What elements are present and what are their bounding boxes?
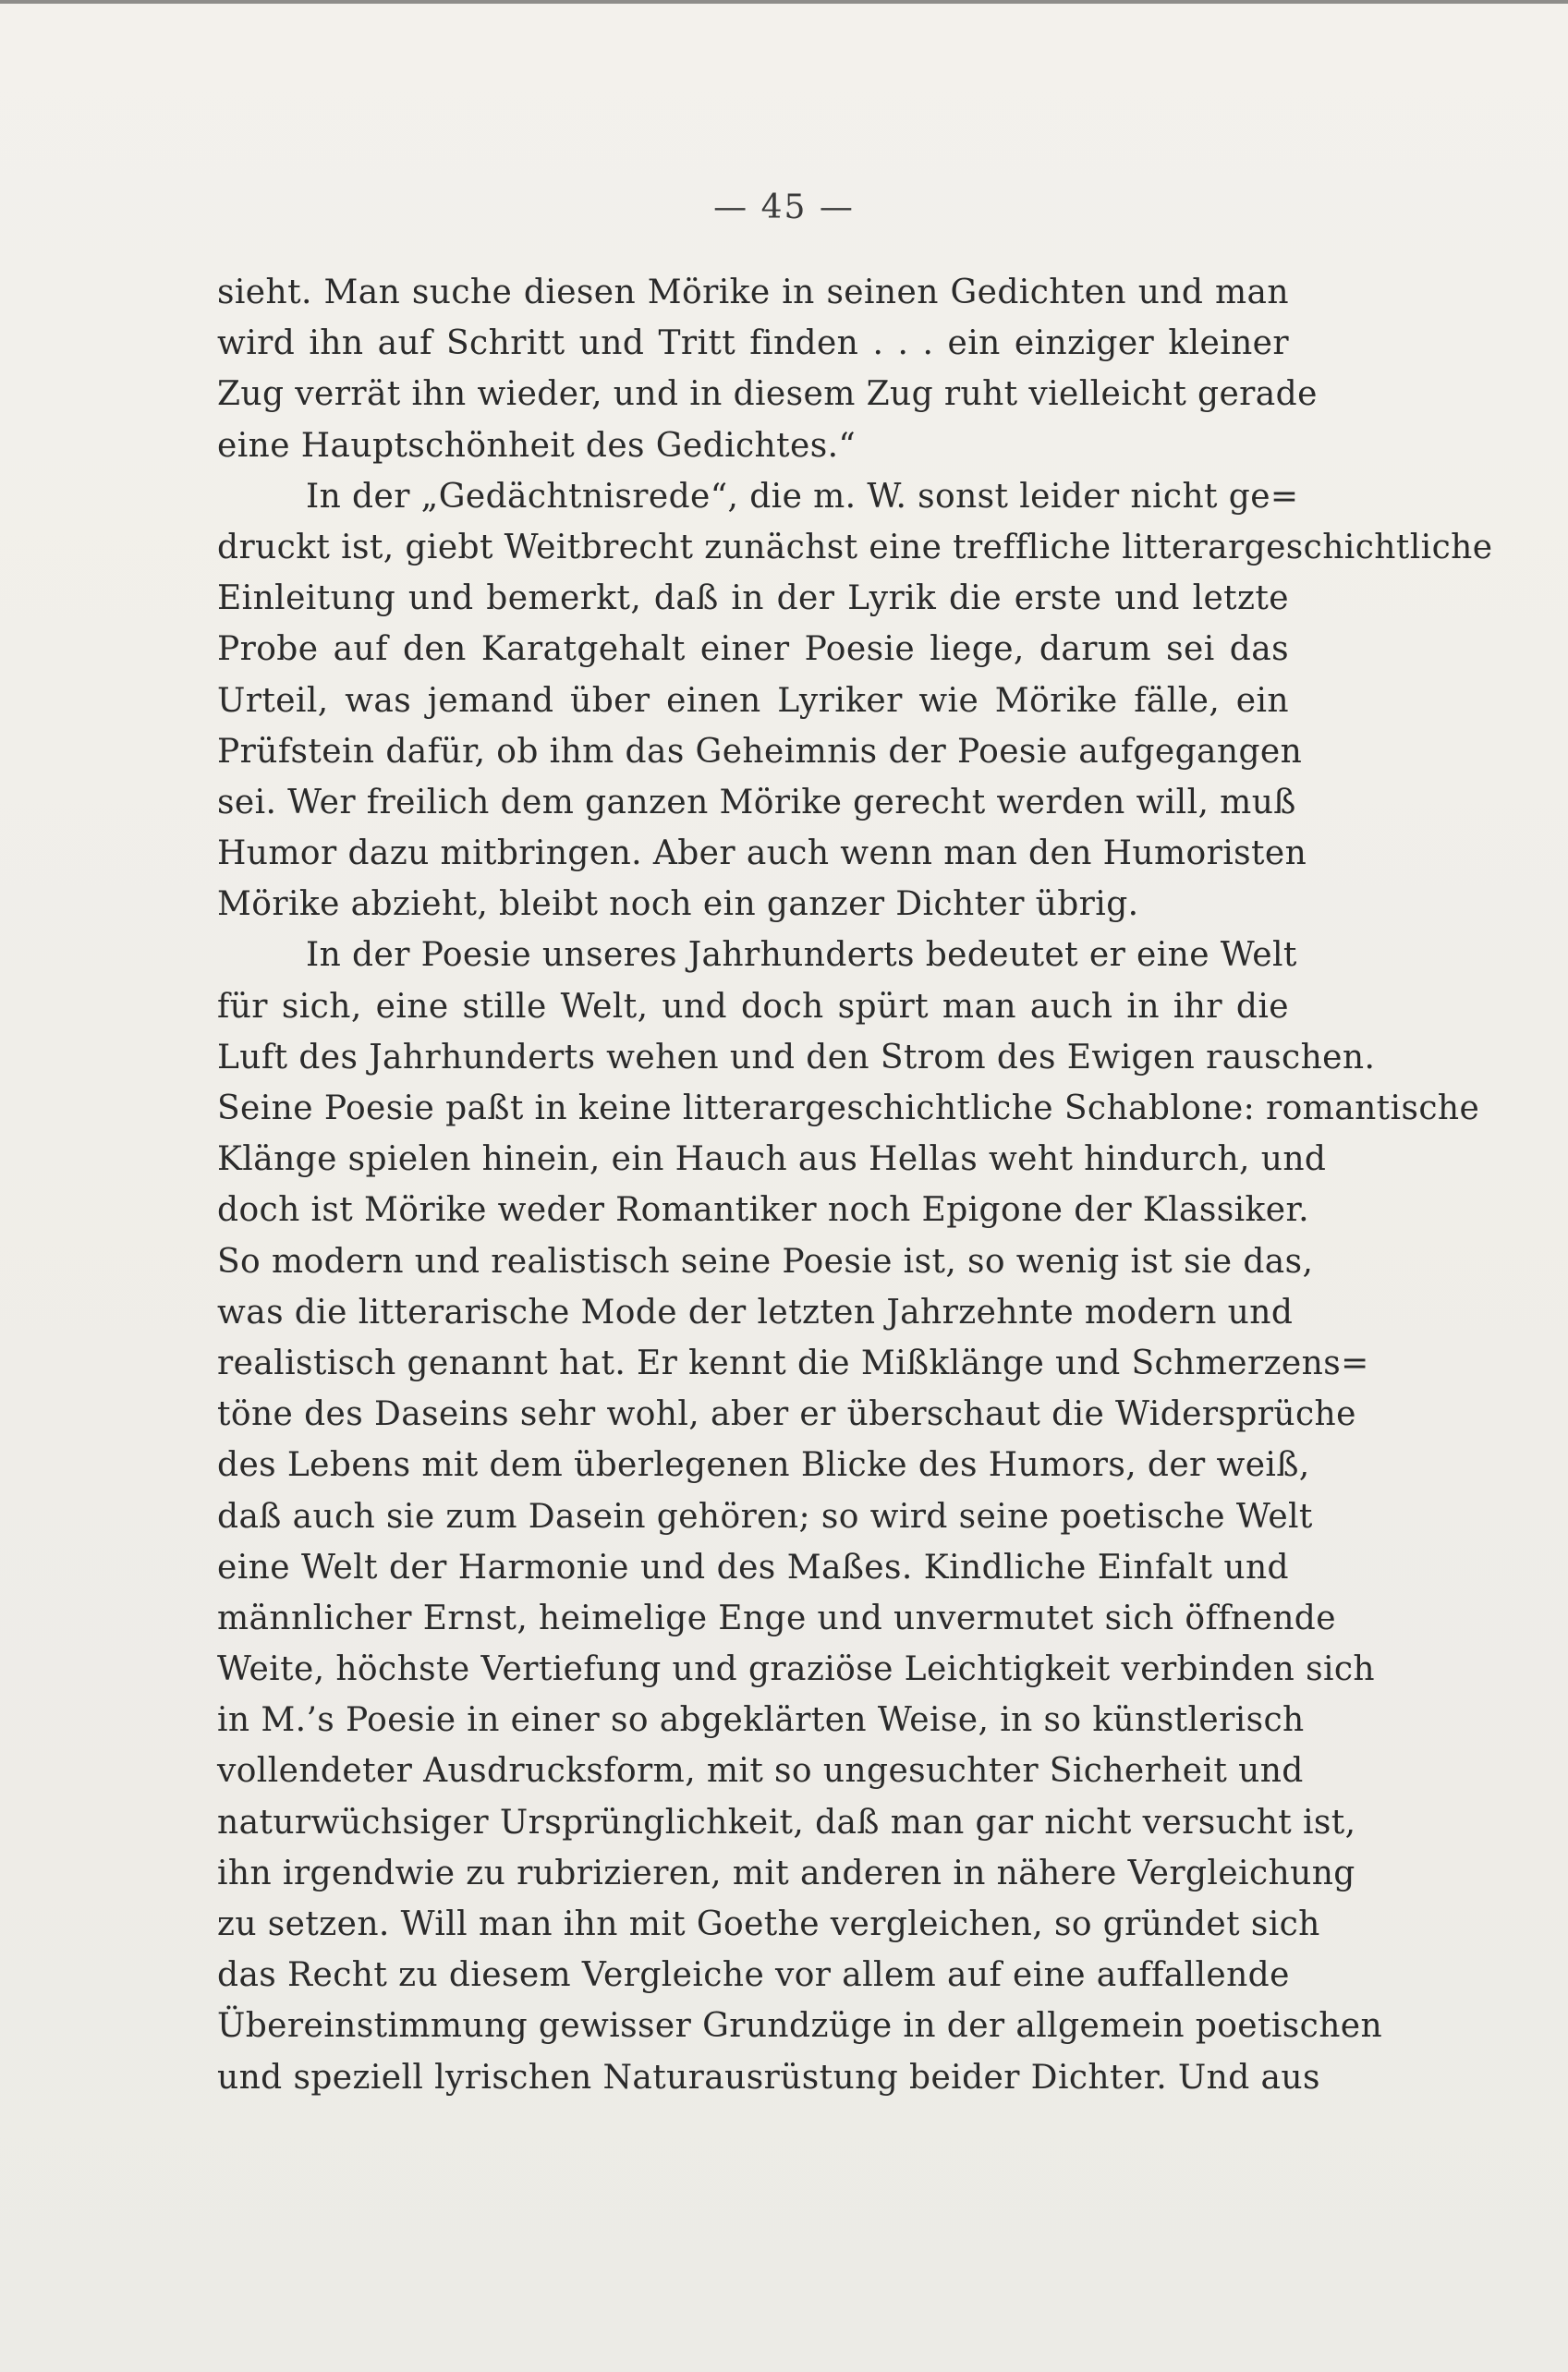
text-line: eine Welt der Harmonie und des Maßes. Kindliche Einfalt und [217, 1548, 1289, 1587]
text-line: ihn irgendwie zu rubrizieren, mit anderen in nähere Vergleichung [217, 1854, 1355, 1892]
text-line: und speziell lyrischen Naturausrüstung beider Dichter. Und aus [217, 2058, 1320, 2097]
text-line: vollendeter Ausdrucksform, mit so ungesuchter Sicherheit und [217, 1752, 1304, 1791]
text-line: Einleitung und bemerkt, daß in der Lyrik die erste und letzte [217, 579, 1289, 618]
text-line: sei. Wer freilich dem ganzen Mörike gerecht werden will, muß [217, 783, 1296, 821]
text-line: Probe auf den Karatgehalt einer Poesie liege, darum sei das [217, 630, 1289, 669]
text-line: in M.’s Poesie in einer so abgeklärten Weise, in so künstlerisch [217, 1701, 1305, 1740]
text-line: In der Poesie unseres Jahrhunderts bedeutet er eine Welt [306, 936, 1297, 975]
text-line: töne des Daseins sehr wohl, aber er überschaut die Widersprüche [217, 1395, 1356, 1434]
text-line: daß auch sie zum Dasein gehören; so wird seine poetische Welt [217, 1497, 1313, 1536]
text-line: druckt ist, giebt Weitbrecht zunächst eine treffliche litterargeschichtliche [217, 528, 1493, 566]
text-line: sieht. Man suche diesen Mörike in seinen Gedichten und man [217, 274, 1289, 311]
text-line: Zug verrät ihn wieder, und in diesem Zug ruht vielleicht gerade [217, 375, 1318, 414]
text-line: eine Hauptschönheit des Gedichtes.“ [217, 426, 857, 465]
body-text [217, 267, 1493, 2103]
text-line: Luft des Jahrhunderts wehen und den Strom des Ewigen rauschen. [217, 1038, 1376, 1077]
text-line: Übereinstimmung gewisser Grundzüge in der allgemein poetischen [217, 2007, 1383, 2046]
text-line: Urteil, was jemand über einen Lyriker wie Mörike fälle, ein [217, 681, 1289, 720]
text-line: realistisch genannt hat. Er kennt die Mißklänge und Schmerzens= [217, 1344, 1369, 1382]
text-line: Seine Poesie paßt in keine litterargeschichtliche Schablone: romantische [217, 1089, 1480, 1127]
text-line: des Lebens mit dem überlegenen Blicke des Humors, der weiß, [217, 1446, 1310, 1485]
text-line: wird ihn auf Schritt und Tritt finden . . . ein einziger kleiner [217, 324, 1289, 363]
page-number: — 45 — [713, 189, 855, 226]
text-line: Prüfstein dafür, ob ihm das Geheimnis der Poesie aufgegangen [217, 732, 1303, 771]
text-line: Weite, höchste Vertiefung und graziöse Leichtigkeit verbinden sich [217, 1650, 1376, 1689]
text-line: was die litterarische Mode der letzten Jahrzehnte modern und [217, 1293, 1294, 1332]
text-line: zu setzen. Will man ihn mit Goethe vergleichen, so gründet sich [217, 1905, 1320, 1943]
text-line: Mörike abzieht, bleibt noch ein ganzer Dichter übrig. [217, 885, 1139, 924]
text-line: Klänge spielen hinein, ein Hauch aus Hellas weht hindurch, und [217, 1140, 1327, 1179]
text-line: Humor dazu mitbringen. Aber auch wenn man den Humoristen [217, 834, 1307, 873]
text-line: männlicher Ernst, heimelige Enge und unvermutet sich öffnende [217, 1599, 1336, 1637]
page-top-edge [0, 0, 1568, 4]
text-line: doch ist Mörike weder Romantiker noch Epigone der Klassiker. [217, 1191, 1309, 1230]
text-line: So modern und realistisch seine Poesie ist, so wenig ist sie das, [217, 1242, 1314, 1281]
text-line: das Recht zu diesem Vergleiche vor allem auf eine auffallende [217, 1956, 1290, 1995]
text-line: naturwüchsiger Ursprünglichkeit, daß man gar nicht versucht ist, [217, 1803, 1356, 1842]
text-line: In der „Gedächtnisrede“, die m. W. sonst leider nicht ge= [306, 477, 1299, 516]
text-line: für sich, eine stille Welt, und doch spürt man auch in ihr die [217, 987, 1289, 1026]
